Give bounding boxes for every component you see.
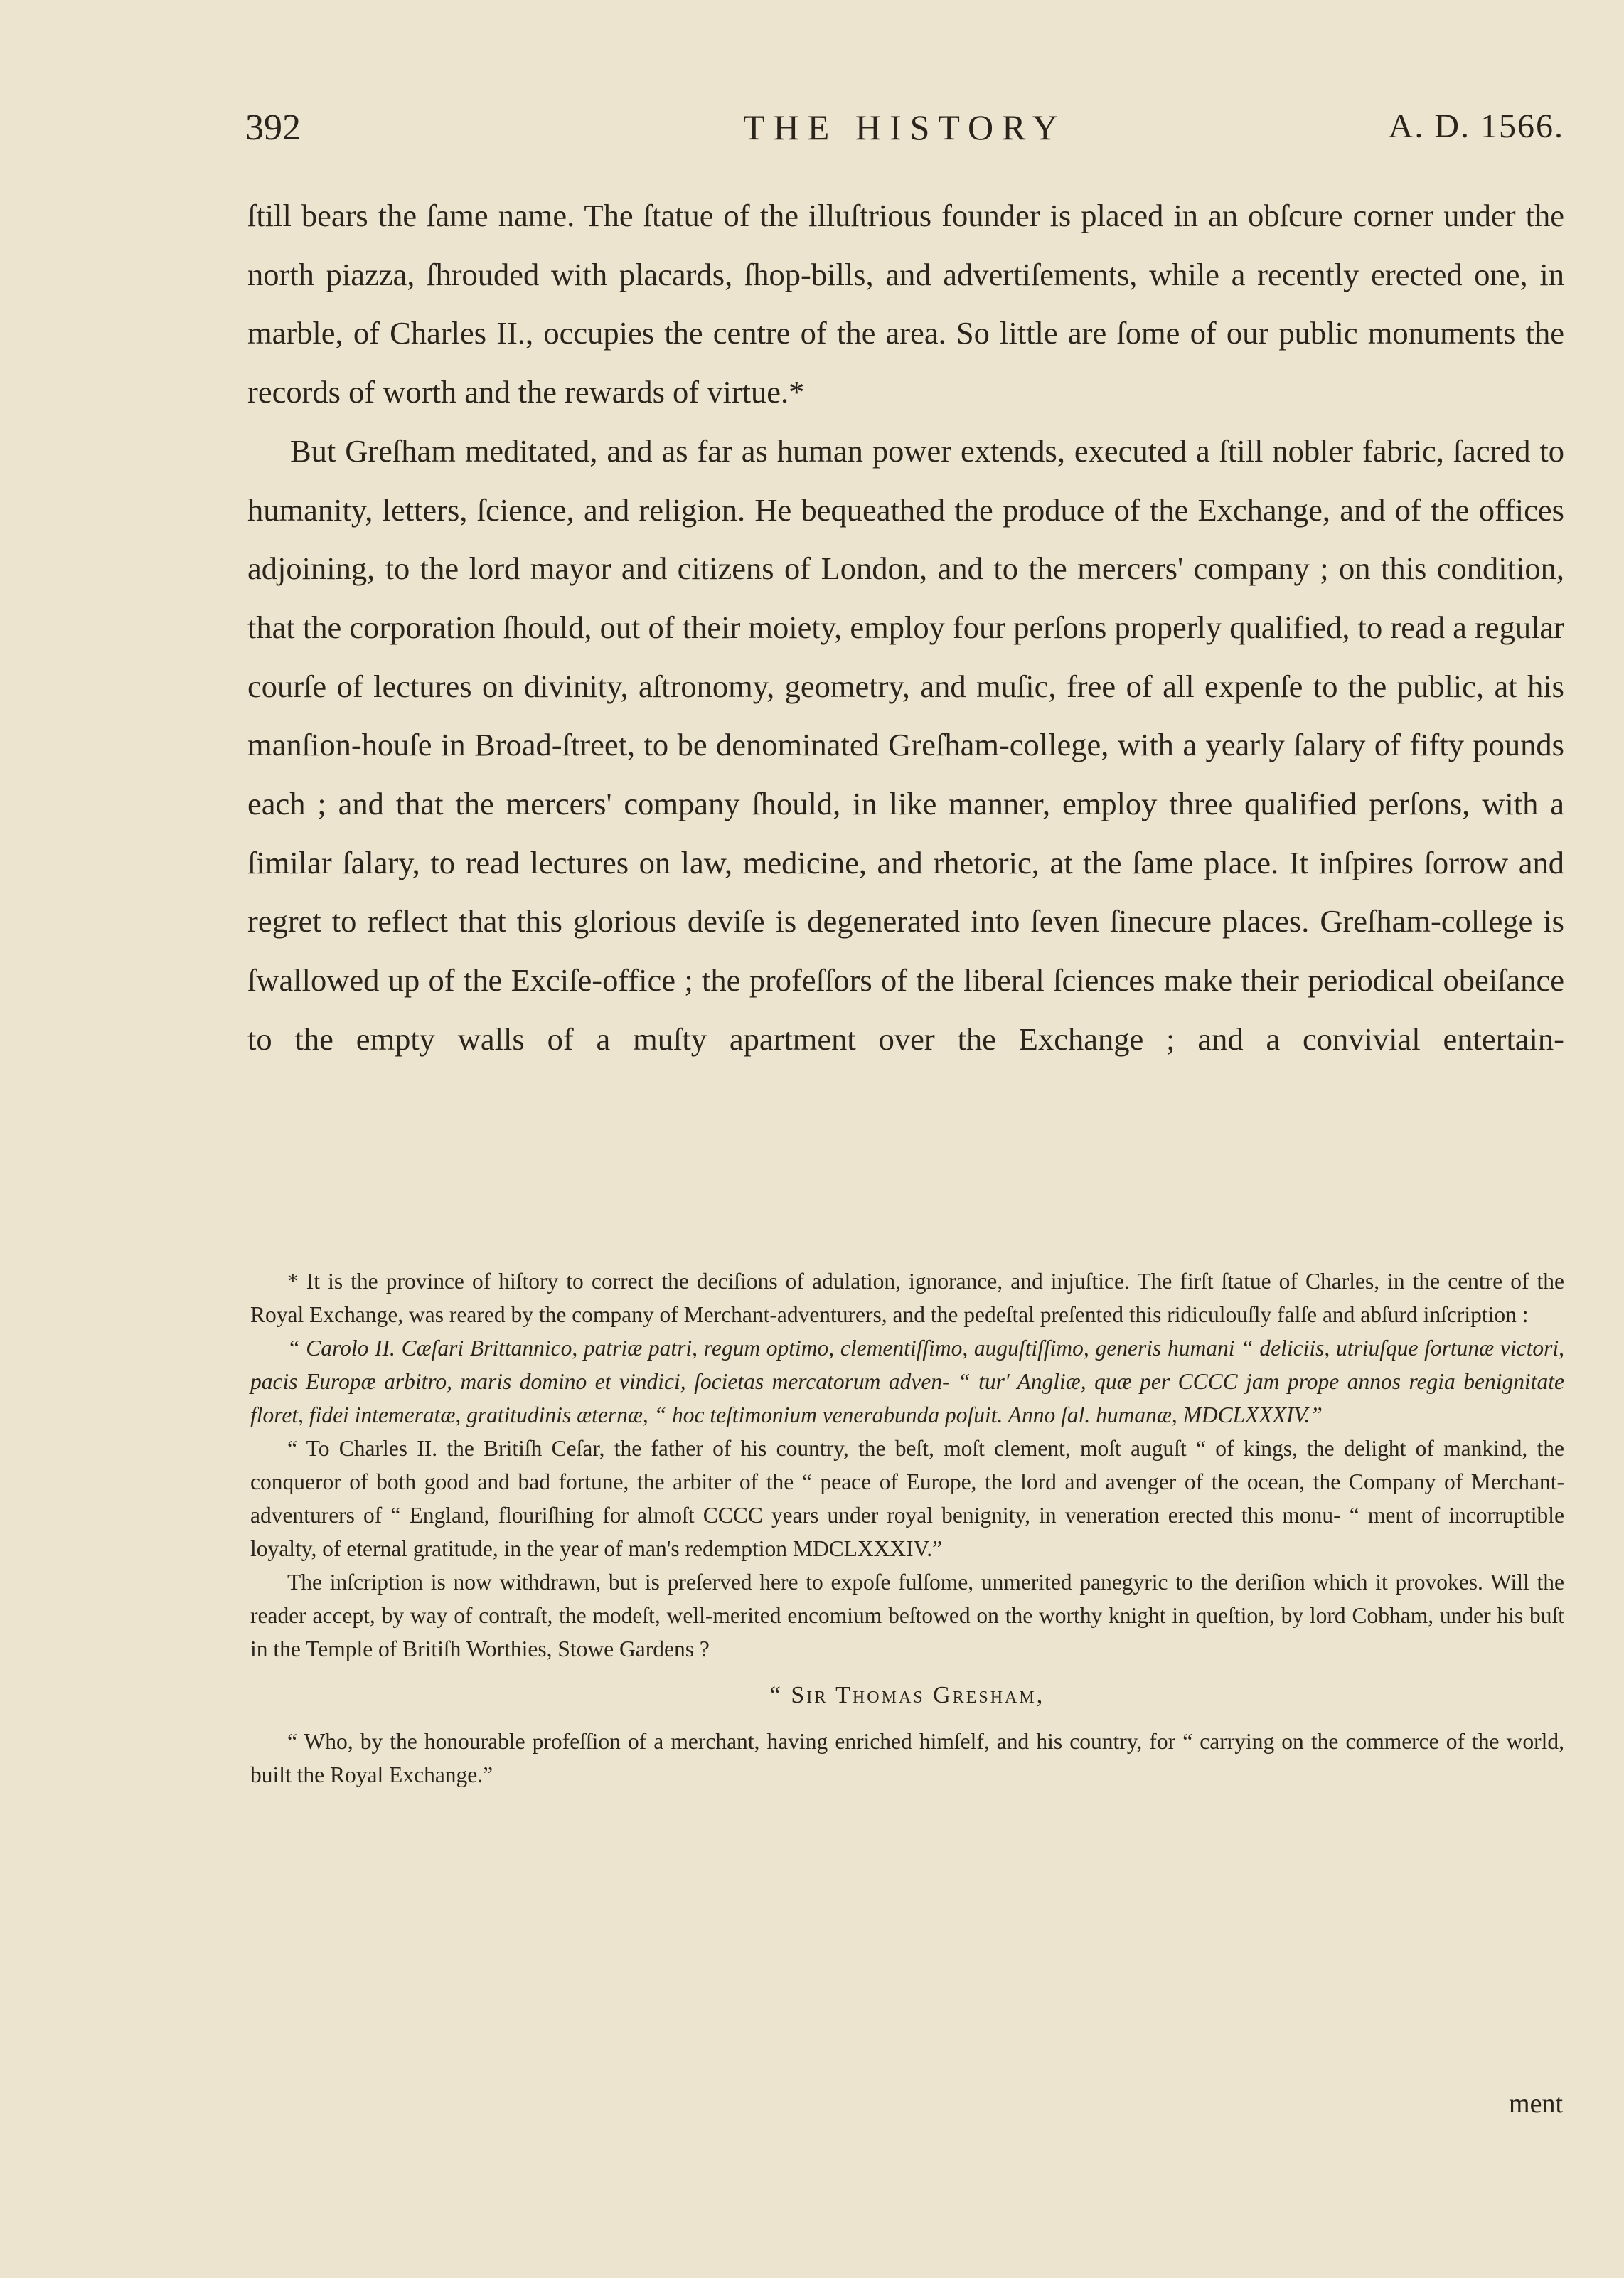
english-translation: “ To Charles II. the Britiſh Ceſar, the father of his country, the beſt, moſt clement, moſt auguſt “ of kings, the delight of mankind, the conqueror of both good and bad fortune, the arbiter of the “ peace of Europe, the lord and avenger of the ocean, the Company of Merchant-adventurers of “ England, flouriſhing for almoſt CCCC years under royal benignity, in veneration erected this monu- “ ment of incorruptible loyalty, of eternal gratitude, in the year of man's redemption MDCLXXXIV.” <box>250 1436 1564 1561</box>
epitaph-quote: “ Who, by the honourable profeſſion of a merchant, having enriched himſelf, and his country, for “ carrying on the commerce of the world, built the Royal Exchange.” <box>250 1729 1564 1787</box>
main-text <box>247 186 1564 1069</box>
paragraph-2: But Greſham meditated, and as far as human power extends, executed a ſtill nobler fabric, ſacred to humanity, letters, ſcience, and religion. He bequeathed the produce of the Exchange, and of the offices adjoining, to the lord mayor and citizens of London, and to the mercers' company ; on this condition, that the corporation ſhould, out of their moiety, employ four perſons properly qualified, to read a regular courſe of lectures on divinity, aſtronomy, geometry, and muſic, free of all expenſe to the public, at his manſion-houſe in Broad-ſtreet, to be denominated Greſham-college, with a yearly ſalary of fifty pounds each ; and that the mercers' company ſhould, in like manner, employ three qualified perſons, with a ſimilar ſalary, to read lectures on law, medicine, and rhetoric, at the ſame place. It inſpires ſorrow and regret to reflect that this glorious deviſe is degenerated into ſeven ſinecure places. Greſham-college is ſwallowed up of the Exciſe-office ; the profeſſors of the liberal ſciences make their periodical obeiſance to the empty walls of a muſty apartment over the Exchange ; and a convivial entertain- <box>247 432 1564 1057</box>
running-header <box>245 107 1564 156</box>
footnote <box>250 1265 1564 1792</box>
catchword: ment <box>1509 2089 1563 2119</box>
date-heading: A. D. 1566. <box>1388 107 1564 145</box>
footnote-intro: * It is the province of hiſtory to correct the deciſions of adulation, ignorance, and injuſtice. The firſt ſtatue of Charles, in the centre of the Royal Exchange, was reared by the company of Merchant-adventurers, and the pedeſtal preſented this ridiculouſly falſe and abſurd inſcription : <box>250 1269 1564 1327</box>
paragraph-1: ſtill bears the ſame name. The ſtatue of the illuſtrious founder is placed in an obſcure corner under the north piazza, ſhrouded with placards, ſhop-bills, and advertiſements, while a recently erected one, in marble, of Charles II., occupies the centre of the area. So little are ſome of our public monuments the records of worth and the rewards of virtue.* <box>247 198 1564 410</box>
epitaph-heading: “ Sir Thomas Gresham, <box>769 1682 1045 1708</box>
running-title: THE HISTORY <box>743 107 1067 147</box>
footnote-comment: The inſcription is now withdrawn, but is preſerved here to expoſe fulſome, unmerited panegyric to the deriſion which it provokes. Will the reader accept, by way of contraſt, the modeſt, well-merited encomium beſtowed on the worthy knight in queſtion, by lord Cobham, under his buſt in the Temple of Britiſh Worthies, Stowe Gardens ? <box>250 1570 1564 1661</box>
page-number: 392 <box>245 107 301 148</box>
latin-inscription: “ Carolo II. Cæſari Brittannico, patriæ patri, regum optimo, clementiſſimo, auguſtiſſimo, generis humani “ deliciis, utriuſque fortunæ victori, pacis Europæ arbitro, maris domino et vindici, ſocietas mercatorum adven- “ tur' Angliæ, quæ per CCCC jam prope annos regia benignitate floret, fidei intemeratæ, gratitudinis æternæ, “ hoc teſtimonium venerabunda poſuit. Anno ſal. humanæ, MDCLXXXIV.” <box>250 1336 1564 1427</box>
